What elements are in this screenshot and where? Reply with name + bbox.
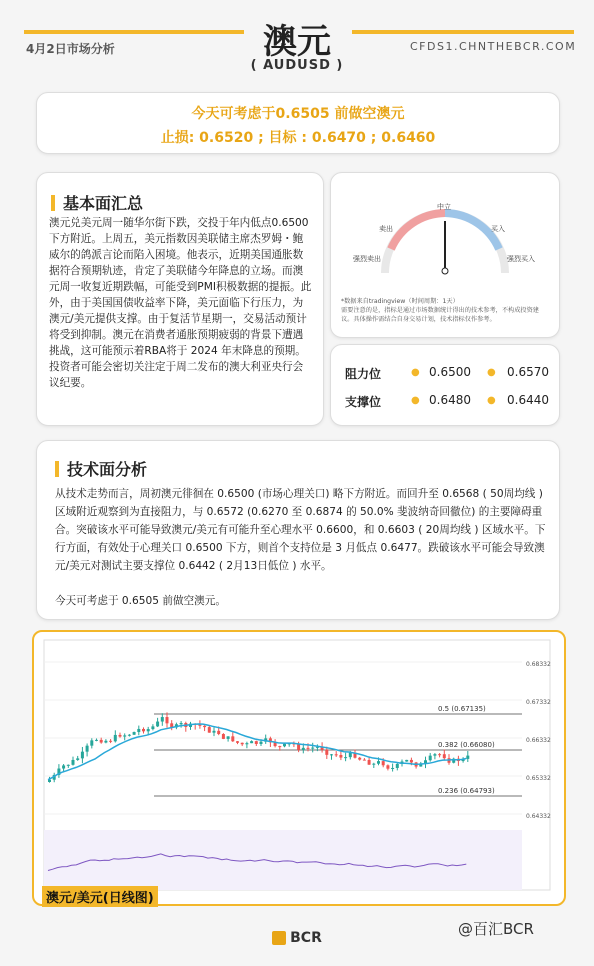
candle-body bbox=[349, 753, 352, 757]
candle-body bbox=[311, 748, 314, 749]
candle-body bbox=[330, 754, 333, 755]
candle-body bbox=[307, 748, 310, 749]
candle-body bbox=[278, 746, 281, 747]
candle-body bbox=[90, 740, 93, 745]
candle-body bbox=[429, 756, 432, 761]
candle-body bbox=[217, 731, 220, 734]
gauge-label-sell: 卖出 bbox=[379, 225, 393, 233]
candle-body bbox=[198, 725, 201, 726]
candle-body bbox=[372, 764, 375, 765]
support-row bbox=[345, 393, 555, 411]
recommendation-card bbox=[36, 92, 560, 154]
resistance-1: 0.6500 bbox=[429, 365, 471, 379]
candle-body bbox=[166, 717, 169, 723]
resistance-2: 0.6570 bbox=[507, 365, 549, 379]
gauge-note-disclaimer: 需要注意的是，指标是通过市场数据统计得出的技术参考，不构成投资建议。具体操作需结合自身交易计划，技术指标仅作参考。 bbox=[341, 307, 539, 323]
candle-body bbox=[443, 754, 446, 758]
candle-body bbox=[396, 764, 399, 768]
candle-body bbox=[161, 717, 164, 721]
price-tick: 0.64332 bbox=[526, 813, 551, 820]
technical-card bbox=[36, 440, 560, 620]
candle-body bbox=[250, 741, 253, 743]
price-tick: 0.66332 bbox=[526, 737, 551, 744]
candle-body bbox=[151, 726, 154, 729]
candle-body bbox=[391, 768, 394, 769]
gauge-label-neutral: 中立 bbox=[437, 203, 451, 211]
fib-label: 0.236 (0.64793) bbox=[438, 787, 495, 795]
candle-body bbox=[339, 755, 342, 758]
watermark: @百汇BCR bbox=[458, 920, 534, 938]
price-chart-panel bbox=[32, 630, 566, 906]
fundamental-text: 澳元兑美元周一随华尔街下跌，交投于年内低点0.6500 下方附近。上周五，美元指数因美联储主席杰罗姆・鲍威尔的鸽派言论而陷入困境。他表示，近期美国通胀数据符合预期轨迹，肯定了美联储今年降息的立场。而澳元周一收复近期跌幅，可能受到PMI积极数据的提振。此外，由于美国国债收益率下降，美元面临下行压力，为澳元/美元提供支撑。由于复活节星期一，交易活动预计将受到抑制。澳元在消费者通胀预期疲弱的背景下遭遇挑战，这可能预示着RBA将于 2024 年末降息的预期。投资者可能会密切关注定于周二发布的澳大利亚央行会议纪要。 bbox=[49, 217, 312, 389]
candle-body bbox=[76, 758, 79, 760]
candle-body bbox=[325, 750, 328, 755]
candle-body bbox=[410, 760, 413, 763]
candle-body bbox=[283, 744, 286, 747]
candle-body bbox=[438, 754, 441, 755]
candle-body bbox=[114, 735, 117, 741]
price-tick: 0.68332 bbox=[526, 661, 551, 668]
candle-body bbox=[382, 761, 385, 765]
bullet-icon: ● bbox=[411, 395, 420, 406]
page-title: 澳元 bbox=[263, 22, 331, 62]
gauge-label-strong-sell: 强烈卖出 bbox=[353, 255, 381, 263]
candle-body bbox=[208, 727, 211, 733]
recommendation-line2: 止损: 0.6520 ; 目标 : 0.6470 ; 0.6460 bbox=[160, 130, 436, 146]
candle-body bbox=[236, 741, 239, 743]
gauge-sell-arc bbox=[391, 213, 445, 249]
bullet-icon: ● bbox=[487, 395, 496, 406]
price-tick: 0.65332 bbox=[526, 775, 551, 782]
candle-body bbox=[104, 741, 107, 743]
chart-caption: 澳元/美元(日线图) bbox=[42, 886, 158, 907]
candle-body bbox=[100, 740, 103, 743]
technical-heading-text: 技术面分析 bbox=[67, 460, 148, 479]
candle-body bbox=[128, 735, 131, 736]
recommendation-line1: 今天可考虑于0.6505 前做空澳元 bbox=[191, 106, 405, 122]
sentiment-gauge-card bbox=[330, 172, 560, 338]
candle-body bbox=[368, 760, 371, 765]
gauge-label-buy: 买入 bbox=[491, 225, 505, 233]
rsi-panel bbox=[44, 830, 522, 890]
fundamental-heading-text: 基本面汇总 bbox=[63, 194, 144, 213]
candle-body bbox=[180, 723, 183, 724]
bullet-icon: ● bbox=[487, 367, 496, 378]
candle-body bbox=[433, 754, 436, 755]
fib-label: 0.382 (0.66080) bbox=[438, 741, 495, 749]
candle-body bbox=[302, 748, 305, 750]
bcr-logo bbox=[272, 930, 322, 946]
report-date: 4月2日市场分析 bbox=[26, 42, 115, 56]
candle-body bbox=[358, 758, 361, 760]
section-bar-icon bbox=[55, 461, 59, 477]
fib-label: 0.5 (0.67135) bbox=[438, 705, 486, 713]
candle-body bbox=[222, 734, 225, 739]
section-bar-icon bbox=[51, 195, 55, 211]
candle-body bbox=[81, 752, 84, 759]
candle-body bbox=[466, 756, 469, 759]
candle-body bbox=[86, 746, 89, 752]
bcr-logo-text: BCR bbox=[290, 930, 322, 946]
technical-heading bbox=[55, 457, 147, 480]
candle-body bbox=[260, 742, 263, 744]
candle-body bbox=[344, 757, 347, 758]
candle-body bbox=[119, 735, 122, 737]
candle-body bbox=[255, 741, 258, 744]
resistance-label: 阻力位 bbox=[345, 367, 382, 381]
candle-body bbox=[95, 740, 98, 741]
gauge-note-source: *数据来自tradingview（时间周期：1天） bbox=[341, 298, 459, 305]
candle-body bbox=[227, 736, 230, 739]
gauge-label-strong-buy: 强烈买入 bbox=[507, 255, 535, 263]
gauge-pivot bbox=[442, 268, 448, 274]
price-tick: 0.67332 bbox=[526, 699, 551, 706]
candle-body bbox=[123, 735, 126, 736]
candle-body bbox=[335, 754, 338, 755]
site-url[interactable]: CFDS1.CHNTHEBCR.COM bbox=[410, 40, 577, 53]
candle-body bbox=[147, 729, 150, 731]
price-chart[interactable] bbox=[34, 632, 560, 900]
candle-body bbox=[241, 743, 244, 744]
candle-body bbox=[109, 741, 112, 742]
candle-body bbox=[363, 760, 366, 761]
candle-body bbox=[62, 765, 65, 768]
pair-symbol: ( AUDUSD ) bbox=[250, 58, 344, 73]
candle-body bbox=[137, 729, 140, 732]
candle-body bbox=[72, 760, 75, 765]
fundamental-card bbox=[36, 172, 324, 426]
technical-conclusion: 今天可考虑于 0.6505 前做空澳元。 bbox=[55, 595, 226, 607]
candle-body bbox=[245, 743, 248, 744]
support-1: 0.6480 bbox=[429, 393, 471, 407]
candle-body bbox=[142, 729, 145, 731]
candle-body bbox=[203, 726, 206, 727]
candle-body bbox=[231, 736, 234, 741]
fundamental-heading bbox=[51, 191, 143, 214]
support-label: 支撑位 bbox=[345, 395, 382, 409]
resistance-row bbox=[345, 365, 555, 383]
bcr-logo-icon bbox=[272, 931, 286, 945]
candle-body bbox=[386, 765, 389, 768]
candle-body bbox=[133, 732, 136, 735]
candle-body bbox=[67, 765, 70, 766]
bullet-icon: ● bbox=[411, 367, 420, 378]
technical-text: 从技术走势而言，周初澳元徘徊在 0.6500 (市场心理关口) 略下方附近。而回升至 0.6568 ( 50周均线 ) 区域附近观察到为直接阻力，与 0.6572 (0.6270 至 0.6874 的 50.0% 斐波纳奇回徹位) 的主要障碍重合。突破该水平可能导致澳元/美元有可能升至心理水平 0.6600，和 0.6603 ( 20周均线 ) 区域水平。下行方面，有效处于心理关口 0.6500 下方，则首个支持位是 3 月低点 0.6477。跌破该水平可能会导致澳元/美元对测试主要支撑位 0.6442 ( 2月13日低位 ) 水平。 bbox=[55, 488, 546, 572]
candle-body bbox=[156, 722, 159, 727]
candle-body bbox=[213, 731, 216, 733]
support-2: 0.6440 bbox=[507, 393, 549, 407]
levels-card bbox=[330, 344, 560, 426]
candle-body bbox=[377, 761, 380, 764]
candle-body bbox=[297, 744, 300, 750]
candle-body bbox=[405, 760, 408, 762]
